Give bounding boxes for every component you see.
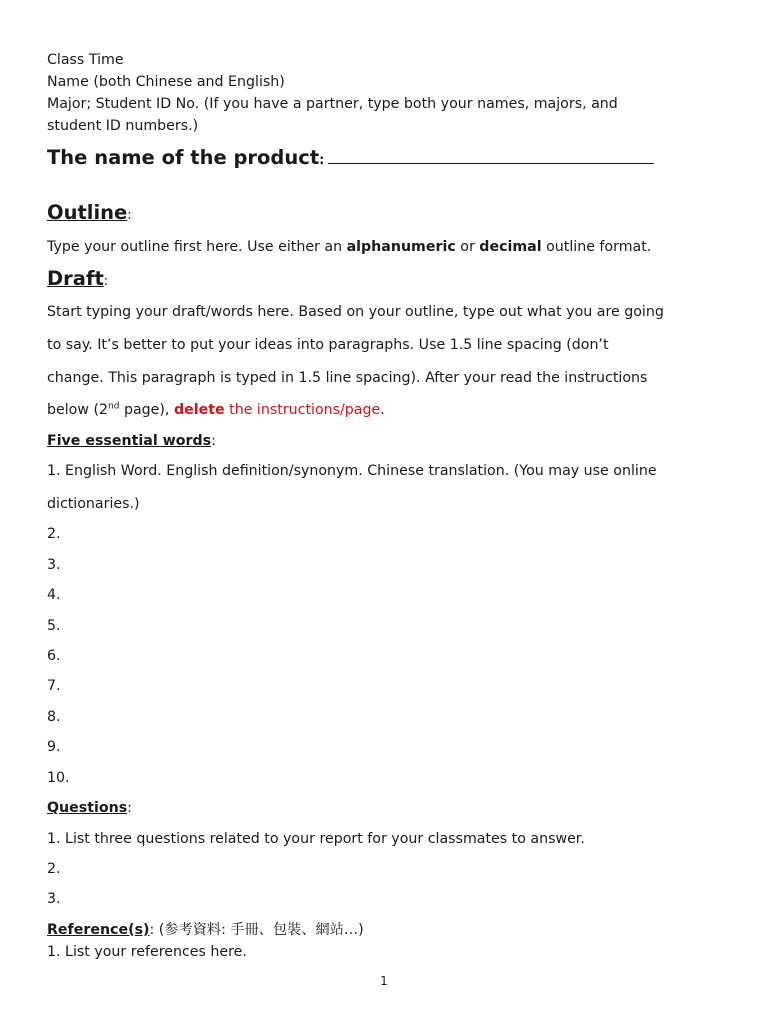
alphanumeric-term: alphanumeric	[346, 239, 456, 255]
delete-keyword: delete	[173, 402, 225, 418]
product-name-blank	[328, 149, 654, 164]
essential-word-number: 6.	[47, 648, 61, 664]
questions-heading: Questions	[47, 800, 128, 816]
outline-heading-line	[47, 201, 132, 225]
class-time-line: Class Time	[47, 52, 124, 68]
draft-line-2: to say. It’s better to put your ideas into paragraphs. Use 1.5 line spacing (don’t	[47, 337, 609, 353]
draft-colon: :	[103, 274, 109, 289]
draft-line-4-mid: page),	[119, 402, 174, 418]
essential-word-1-cont: dictionaries.)	[47, 496, 140, 512]
essential-word-number: 2.	[47, 526, 61, 542]
essential-word-number: 8.	[47, 709, 61, 725]
questions-colon: :	[127, 800, 132, 816]
outline-text-a: Type your outline first here. Use either an	[47, 239, 347, 255]
essential-word-number: 4.	[47, 587, 61, 603]
product-title	[47, 146, 654, 173]
draft-line-4-pre: below (2	[47, 402, 109, 418]
essential-word-number: 5.	[47, 618, 61, 634]
question-1: 1. List three questions related to your report for your classmates to answer.	[47, 831, 585, 847]
outline-text-c: outline format.	[541, 239, 652, 255]
reference-1: 1. List your references here.	[47, 944, 247, 960]
outline-colon: :	[127, 208, 132, 223]
page-number: 1	[380, 974, 388, 988]
essential-word-number: 9.	[47, 739, 61, 755]
ordinal-superscript: nd	[108, 401, 120, 412]
draft-line-1: Start typing your draft/words here. Based on your outline, type out what you are going	[47, 304, 664, 320]
instructions-page-text: the instructions/page	[224, 402, 381, 418]
outline-heading: Outline	[47, 201, 128, 224]
essential-word-number: 10.	[47, 770, 70, 786]
draft-line-4-end: .	[380, 402, 385, 418]
essential-words-colon: :	[211, 433, 216, 449]
essential-word-number: 7.	[47, 678, 61, 694]
major-line: Major; Student ID No. (If you have a partner, type both your names, majors, and	[47, 96, 618, 112]
question-2: 2.	[47, 861, 61, 877]
decimal-term: decimal	[479, 239, 542, 255]
question-3: 3.	[47, 891, 61, 907]
references-heading-line	[47, 921, 364, 939]
references-suffix: : (参考資料: 手冊、包裝、網站…)	[149, 922, 364, 938]
draft-heading: Draft	[47, 267, 104, 290]
essential-word-1: 1. English Word. English definition/synonym. Chinese translation. (You may use online	[47, 463, 657, 479]
student-id-line: student ID numbers.)	[47, 118, 199, 134]
product-title-label: The name of the product	[47, 146, 320, 169]
references-heading: Reference(s)	[47, 922, 150, 938]
questions-heading-line	[47, 799, 132, 817]
draft-line-4	[47, 401, 385, 419]
outline-instruction	[47, 238, 651, 256]
name-line: Name (both Chinese and English)	[47, 74, 285, 90]
draft-line-3: change. This paragraph is typed in 1.5 line spacing). After your read the instructions	[47, 370, 648, 386]
essential-words-heading-line	[47, 432, 216, 450]
product-title-colon: :	[319, 153, 325, 168]
essential-words-heading: Five essential words	[47, 433, 212, 449]
draft-heading-line	[47, 267, 108, 291]
essential-word-number: 3.	[47, 557, 61, 573]
outline-text-b: or	[455, 239, 480, 255]
